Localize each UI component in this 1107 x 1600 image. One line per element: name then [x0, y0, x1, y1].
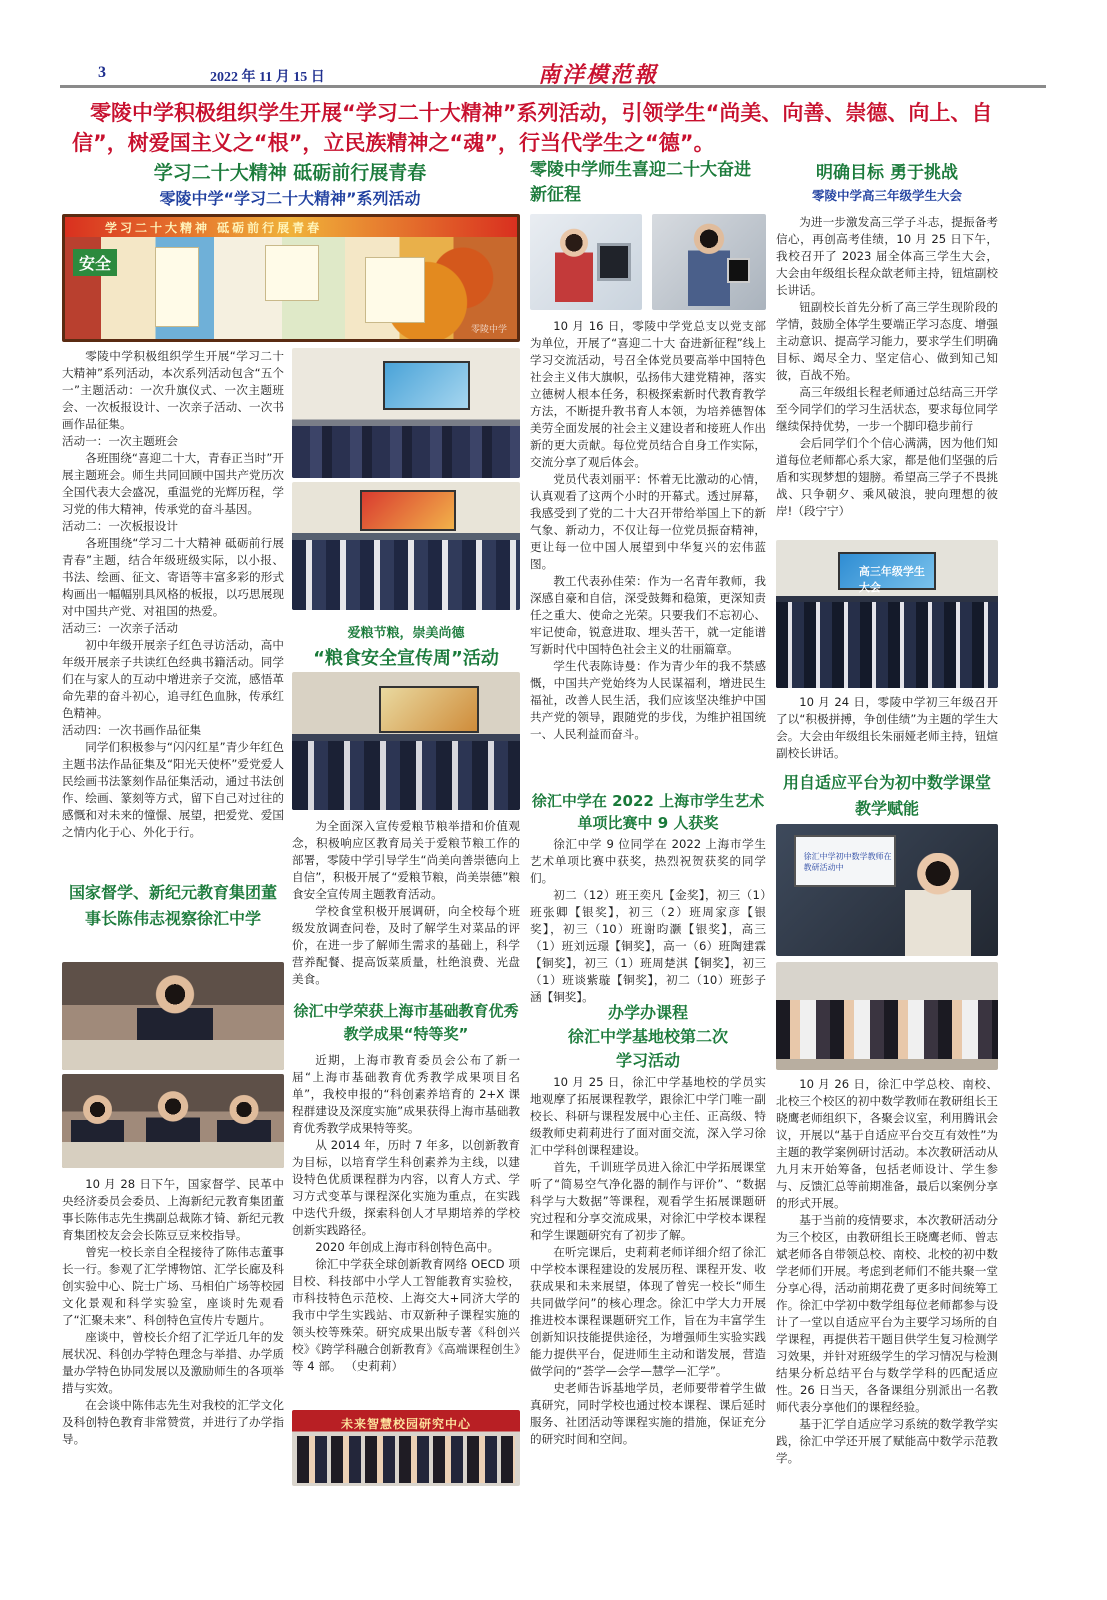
class-meeting-photo [292, 348, 520, 478]
activity-heading-3: 活动三：一次亲子活动 [62, 621, 178, 635]
art-award-article [530, 836, 766, 1006]
hall-caption [776, 694, 998, 762]
art-paragraph: 徐汇中学 9 位同学在 2022 上海市学生艺术单项比赛中获奖，热烈祝贺获奖的同学们。 [530, 837, 766, 885]
col1-paragraph: 初中年级开展亲子红色寻访活动，高中年级开展亲子共读红色经典书籍活动。同学们在与家人的互动中增进亲子交流，感悟革命先辈的奋斗初心，追寻红色血脉，传承红色精神。 [62, 638, 284, 720]
art-paragraph: 初二（12）班王奕凡【金奖】，初三（1）班张卿【银奖】，初三（2）班周家彦【银奖】，初三（10）班谢昀灏【银奖】，高三（1）班刘远璟【铜奖】，高一（6）班陶建霖【铜奖】，初三（1）班周楚淇【铜奖】，初三（1）班谈紫璇【铜奖】，初二（10）班彭子涵【铜奖】。 [530, 888, 766, 1004]
main-headline: 零陵中学积极组织学生开展“学习二十大精神”系列活动，引领学生“尚美、向善、崇德、向上、自信”，树爱国主义之“根”，立民族精神之“魂”，行当代学生之“德”。 [72, 101, 993, 155]
board-photo [62, 214, 520, 342]
visit-paragraph: 10 月 28 日下午，国家督学、民革中央经济委员会委员、上海新纪元教育集团董事长陈伟志先生携副总裁陈才锜、新纪元教育集团校友会会长陈豆豆来校指导。 [62, 1177, 284, 1242]
award-paragraph: 徐汇中学获全球创新教育网络 OECD 项目校、科技部中小学人工智能教育实验校，市科技特色示范校、上海交大+同济大学的我市中学生实践站、市双新种子课程实施的领头校等殊荣。研究成果出版专著《科创兴校》《跨学科融合创新教育》《高端课程创生》等 4 部。 （史莉莉） [292, 1257, 520, 1373]
col1-title-sub: 零陵中学“学习二十大精神”系列活动 [159, 189, 421, 208]
food-week-photo [292, 672, 520, 810]
award-article [292, 1052, 520, 1375]
col3-paragraph: 10 月 16 日，零陵中学党总支以党支部为单位，开展了“喜迎二十大 奋进新征程”线上学习交流活动，号召全体党员要高举中国特色社会主义伟大旗帜，弘扬伟大建党精神，落实立德树人根本任务，积极探索新时代教育教学方法，不断提升教书育人本领，为培养德智体美劳全面发展的社会主义建设者和接班人作出新的更大贡献。每位党员结合自身工作实际，交流分享了观后体会。 [530, 319, 766, 469]
math-title: 用自适应平台为初中数学课堂教学赋能 [782, 773, 991, 818]
activity-heading-2: 活动二：一次板报设计 [62, 519, 178, 533]
math-paragraph: 基于当前的疫情要求，本次教研活动分为三个校区，由教研组长王晓鹰老师、曾志斌老师各自带领总校、南校、北校的初中数学老师们开展。考虑到老师们不能共聚一堂分享心得，活动前期花费了更多时间统筹工作。徐汇中学初中数学组每位老师都参与设计了一堂以自适应平台为主要学习场所的自学课程，再提供若干题目供学生复习检测学习效果，并针对班级学生的学习情况与检测结果分析总结平台与数学学科的匹配适应性。26 日当天，各备课组分别派出一名教师代表分享他们的课程经验。 [776, 1213, 998, 1414]
food-title-small: 爱粮节粮，崇美尚德 [347, 626, 465, 641]
issue-date: 2022 年 11 月 15 日 [210, 70, 325, 85]
math-paragraph: 基于汇学自适应学习系统的数学教学实践，徐汇中学还开展了赋能高中数学示范教学。 [776, 1417, 998, 1465]
col4-paragraph: 会后同学们个个信心满满，因为他们知道每位老师都心系大家，都是他们坚强的后盾和实现梦想的翅膀。希望高三学子不畏挑战、只争朝夕、乘风破浪，驶向理想的彼岸!（段宁宁） [776, 436, 998, 518]
hall-screen-text: 高三年级学生大会 [858, 565, 925, 595]
col4-title: 明确目标 勇于挑战 [816, 163, 958, 183]
board-caption: 零陵中学 [470, 325, 507, 335]
award-title: 徐汇中学荣获上海市基础教育优秀教学成果“特等奖” [293, 1002, 519, 1043]
col1-paragraph: 各班围绕“学习二十大精神 砥砺前行展青春”主题，结合年级班级实际，以小报、书法、绘画、征文、寄语等丰富多彩的形式构画出一幅幅别具风格的板报，以巧思展现对中国共产党、对祖国的热爱。 [62, 536, 284, 618]
food-paragraph: 学校食堂积极开展调研，向全校每个班级发放调查问卷，及时了解学生对菜品的评价，在进一步了解师生需求的基础上，科学营养配餐、提高饭菜质量，杜绝浪费、光盘美食。 [292, 904, 520, 986]
classroom-photo [292, 482, 520, 610]
board-banner-text: 学习二十大精神 砥砺前行展青春 [105, 221, 323, 235]
col1-title-main: 学习二十大精神 砥砺前行展青春 [153, 162, 427, 184]
col1-paragraph: 各班围绕“喜迎二十大，青春正当时”开展主题班会。师生共同回顾中国共产党历次全国代表大会盛况，重温党的光辉历程，学习党的伟大精神，传承党的奋斗基因。 [62, 451, 284, 516]
col4-paragraph: 高三年级组长程老师通过总结高三开学至今同学们的学习生活状态，要求每位同学继续保持优势，一步一个脚印稳步前行 [776, 385, 998, 433]
col3-paragraph: 学生代表陈诗曼：作为青少年的我不禁感慨，中国共产党始终为人民谋福利，增进民生福祉，改善人民生活，我们应该坚决维护中国共产党的领导，跟随党的步伐，为维护祖国统一、人民利益而奋斗。 [530, 659, 766, 741]
visit-photo-2 [62, 1074, 284, 1168]
visit-paragraph: 曾宪一校长亲自全程接待了陈伟志董事长一行。参观了汇学博物馆、汇学长廊及科创实验中心、院士广场、马相伯广场等校园文化景观和科学实验室，座谈时先观看了“汇聚未来”、科创特色宣传片专题片。 [62, 1245, 284, 1327]
hall-caption-text: 10 月 24 日，零陵中学初三年级召开了以“积极拼搏，争创佳绩”为主题的学生大会。大会由年级组长朱丽娅老师主持，钮煊副校长讲话。 [776, 695, 998, 760]
food-paragraph: 为全面深入宣传爱粮节粮举措和价值观念，积极响应区教育局关于爱粮节粮工作的部署，零陵中学引导学生“尚美向善崇德向上自信”，积极开展了“爱粮节粮，尚美崇德”粮食安全宣传周主题教育活动。 [292, 819, 520, 901]
page-header [60, 60, 1046, 88]
art-award-title: 徐汇中学在 2022 上海市学生艺术单项比赛中 9 人获奖 [531, 792, 765, 832]
online-study-photo-1 [530, 214, 642, 310]
online-study-photo-2 [652, 214, 766, 310]
newspaper-logo: 南洋模范報 [538, 62, 659, 88]
math-paragraph: 10 月 26 日，徐汇中学总校、南校、北校三个校区的初中数学教师在教研组长王晓鹰老师组织下，各聚会议室，利用腾讯会议，开展以“基于自适应平台交互有效性”为主题的教学案例研讨活动。本次教研活动从九月末开始筹备，包括老师设计、学生参与、反馈汇总等前期准备，最后以案例分享的形式开展。 [776, 1077, 998, 1210]
award-group-photo [292, 1410, 520, 1486]
col3-title: 零陵中学师生喜迎二十大奋进新征程 [530, 160, 751, 205]
col4-paragraph: 为进一步激发高三学子斗志，提振备考信心，再创高考佳绩，10 月 25 日下午，我校召开了 2023 届全体高三学生大会，大会由年级组长程众歆老师主持，钮煊副校长讲话。 [776, 215, 998, 297]
teachers-room-photo [776, 962, 998, 1070]
col3-article [530, 318, 766, 743]
page-number: 3 [98, 64, 106, 81]
board-tag: 安全 [73, 249, 117, 276]
activity-heading-4: 活动四：一次书画作品征集 [62, 723, 202, 737]
visit-paragraph: 座谈中，曾校长介绍了汇学近几年的发展状况、科创办学特色理念与举措、办学质量办学特色协同发展以及激励师生的各项举措与实效。 [62, 1330, 284, 1395]
teacher-screen-text: 徐汇中学初中数学教师在教研活动中 [803, 852, 892, 873]
course-title-2: 徐汇中学基地校第二次 [567, 1027, 728, 1046]
col4-paragraph: 钮副校长首先分析了高三学生现阶段的学情，鼓励全体学生要端正学习态度、增强主动意识、提高学习能力，要求学生们明确目标、竭尽全力、坚定信心、做到知己知彼，百战不殆。 [776, 300, 998, 382]
food-title: “粮食安全宣传周”活动 [313, 648, 499, 669]
course-title-1: 办学办课程 [607, 1003, 688, 1022]
math-article [776, 1076, 998, 1467]
visit-paragraph: 在会谈中陈伟志先生对我校的汇学文化及科创特色教育非常赞赏，并进行了办学指导。 [62, 1398, 284, 1446]
col1-article [62, 348, 284, 841]
assembly-hall-photo [776, 540, 998, 688]
course-article [530, 1074, 766, 1448]
activity-heading-1: 活动一：一次主题班会 [62, 434, 178, 448]
col3-paragraph: 党员代表刘丽平：怀着无比激动的心情，认真观看了这两个小时的开幕式。透过屏幕，我感受到了党的二十大召开带给举国上下的新气象、新动力，不仅让每一位党员振奋精神，更让每一位中国人展望到中华复兴的宏伟蓝图。 [530, 472, 766, 571]
course-paragraph: 10 月 25 日，徐汇中学基地校的学员实地观摩了拓展课程教学，跟徐汇中学门唯一副校长、科研与课程发展中心主任、正高级、特级教师史莉莉进行了面对面交流，深入学习徐汇中学科创课程建设。 [530, 1075, 766, 1157]
visit-title: 国家督学、新纪元教育集团董事长陈伟志视察徐汇中学 [68, 883, 277, 928]
course-paragraph: 史老师告诉基地学员，老师要带着学生做真研究，同时学校也通过校本课程、课后延时服务、社团活动等课程实施的措施，保证充分的研究时间和空间。 [530, 1381, 766, 1446]
col4-subtitle: 零陵中学高三年级学生大会 [811, 188, 962, 203]
award-paragraph: 从 2014 年，历时 7 年多，以创新教育为目标，以培育学生科创素养为主线，以建设特色优质课程群为内容，以育人方式、学习方式变革与课程深化实施为重点，在实践中迭代升级，探索科创人才早期培养的学校创新实践路径。 [292, 1138, 520, 1237]
course-paragraph: 首先，千训班学员进入徐汇中学拓展课堂听了“简易空气净化器的制作与评价”、“数据科学与大数据”等课程，观看学生拓展课题研究过程和分享交流成果，对徐汇中学校本课程和学生课题研究有了初步了解。 [530, 1160, 766, 1242]
course-title-3: 学习活动 [615, 1051, 680, 1070]
col4-article [776, 214, 998, 520]
col3-paragraph: 教工代表孙佳荣：作为一名青年教师，我深感自豪和自信，深受鼓舞和稳策，更深知责任之重大、使命之光荣。只要我们不忘初心、牢记使命，锐意进取、埋头苦干，就一定能谱写新时代中国特色社会主义的壮丽篇章。 [530, 574, 766, 656]
visit-article [62, 1176, 284, 1448]
col1-paragraph: 同学们积极参与“闪闪红星”青少年红色主题书法作品征集及“阳光天使杯”爱党爱人民绘画书法篆刻作品征集活动，通过书法创作、绘画、篆刻等方式，留下自己对过往的感慨和对未来的憧憬、展望，把爱党、爱国之情内化于心、外化于行。 [62, 740, 284, 839]
award-paragraph: 近期，上海市教育委员会公布了新一届“上海市基础教育优秀教学成果项目名单”，我校申报的“科创素养培育的 2+X 课程群建设及深度实施”成果获得上海市基础教育优秀教学成果特等奖。 [292, 1053, 520, 1135]
group-banner: 未来智慧校园研究中心 [340, 1416, 471, 1431]
food-article [292, 818, 520, 988]
teacher-photo [776, 824, 998, 956]
course-paragraph: 在听完课后，史莉莉老师详细介绍了徐汇中学校本课程建设的发展历程、课程开发、收获成果和未来展望，体现了曾宪一校长“师生共同做学问”的核心理念。徐汇中学大力开展推进校本课程课题研究工作，旨在为丰富学生创新知识技能提供途径，为增强师生实验实践能力提供平台，促进师生主动和谐发展，营造做学问的“荟学—会学—慧学—汇学”。 [530, 1245, 766, 1378]
visit-photo-1 [62, 962, 284, 1070]
col1-paragraph: 零陵中学积极组织学生开展“学习二十大精神”系列活动，本次系列活动包含“五个一”主题活动：一次升旗仪式、一次主题班会、一次板报设计、一次亲子活动、一次书画作品征集。 [62, 349, 284, 431]
award-paragraph: 2020 年创成上海市科创特色高中。 [315, 1240, 500, 1254]
